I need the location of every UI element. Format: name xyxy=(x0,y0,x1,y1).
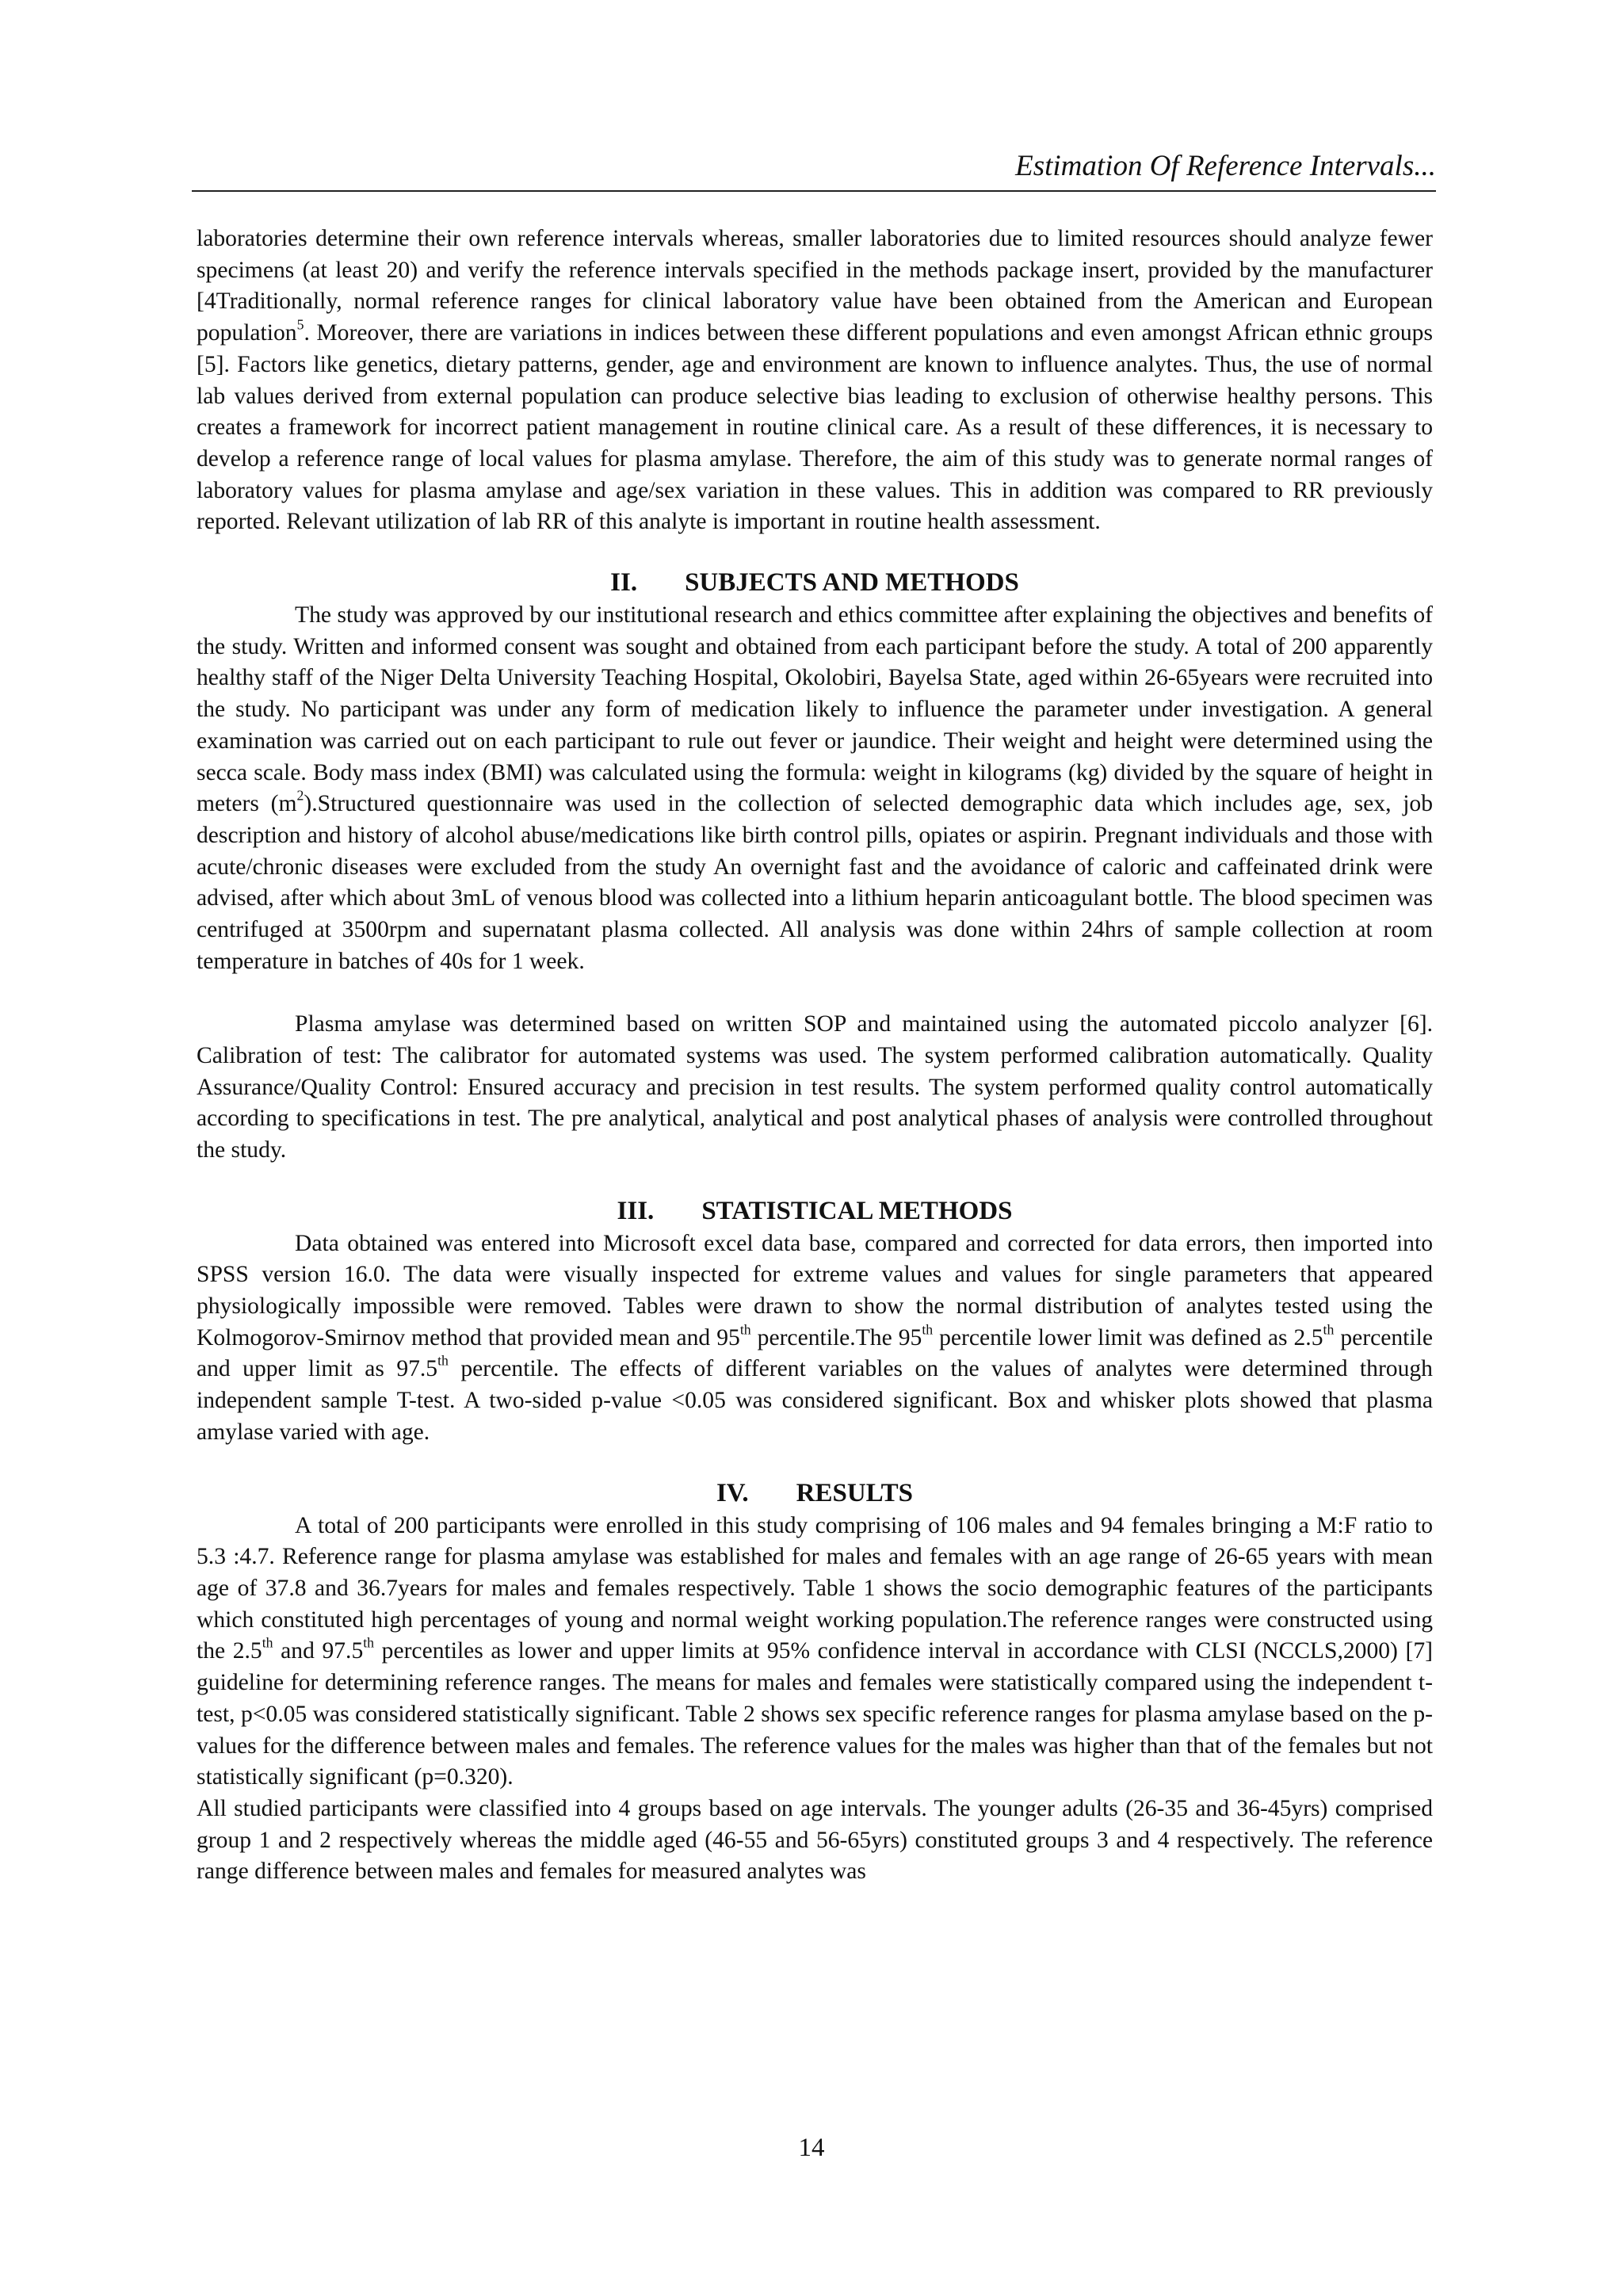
paragraph-text: percentile. The effects of different variables on the values of analytes were determined through independent sample T-test. A two-sided p-value <0.05 was considered significant. Box and whisker plots showed that plasma amylase varied with age. xyxy=(197,1356,1433,1445)
section-number: III. xyxy=(617,1196,655,1225)
paragraph-text: ).Structured questionnaire was used in the collection of selected demographic data which includes age, sex, job description and history of alcohol abuse/medications like birth control pills, opiates or aspirin. Pregnant individuals and those with acute/chronic diseases were excluded from the study An overnight fast and the avoidance of caloric and caffeinated drink were advised, after which about 3mL of venous blood was collected into a lithium heparin anticoagulant bottle. The blood specimen was centrifuged at 3500rpm and supernatant plasma collected. All analysis was done within 24hrs of sample collection at room temperature in batches of 40s for 1 week. xyxy=(197,791,1434,974)
superscript: th xyxy=(262,1635,273,1652)
paragraph-text: Data obtained was entered into Microsoft excel data base, compared and corrected for data errors, then imported into SPSS version 16.0. The data were visually inspected for extreme values and values for single parameters that appeared physiologically impossible were removed. Tables were drawn to show the normal distribution of analytes tested using the Kolmogorov-Smirnov method that provided mean and 95 xyxy=(197,1230,1433,1350)
intro-paragraph xyxy=(197,223,1433,538)
section-title: RESULTS xyxy=(796,1478,914,1507)
paragraph-text: percentile lower limit was defined as 2.5 xyxy=(933,1324,1323,1350)
superscript: th xyxy=(922,1321,934,1338)
section-title: SUBJECTS AND METHODS xyxy=(685,568,1019,598)
superscript: th xyxy=(363,1635,375,1652)
header-rule xyxy=(192,190,1436,192)
superscript: th xyxy=(437,1353,449,1370)
paragraph-text: and 97.5 xyxy=(273,1638,364,1664)
running-header: Estimation Of Reference Intervals... xyxy=(1015,150,1436,182)
intro-text-cont: . Moreover, there are variations in indices between these different populations and even amongst African ethnic groups [5]. Factors like genetics, dietary patterns, gender, age and environment are known to influence analytes. Thus, the use of normal lab values derived from external population can produce selective bias leading to exclusion of otherwise healthy persons. This creates a framework for incorrect patient management in routine clinical care. As a result of these differences, it is necessary to develop a reference range of local values for plasma amylase. Therefore, the aim of this study was to generate normal ranges of laboratory values for plasma amylase and age/sex variation in these values. This in addition was compared to RR previously reported. Relevant utilization of lab RR of this analyte is important in routine health assessment. xyxy=(197,320,1433,535)
paragraph-text: percentile and upper limit as 97.5 xyxy=(197,1324,1433,1382)
section-title: STATISTICAL METHODS xyxy=(701,1196,1013,1225)
superscript: th xyxy=(739,1321,751,1338)
citation-superscript: 5 xyxy=(296,316,304,333)
paragraph-text: percentile.The 95 xyxy=(750,1324,922,1350)
methods-paragraph-1 xyxy=(197,600,1433,977)
section-number: IV. xyxy=(716,1478,749,1507)
results-paragraph-1 xyxy=(197,1511,1433,1794)
superscript: th xyxy=(1323,1321,1335,1338)
paragraph-text: percentiles as lower and upper limits at 95% confidence interval in accordance with CLSI (NCCLS,2000) [7] guideline for determining reference ranges. The means for males and females were statistically compared using the independent t-test, p<0.05 was considered statistically significant. Table 2 shows sex specific reference ranges for plasma amylase based on the p-values for the difference between males and females. The reference values for the males was higher than that of the females but not statistically significant (p=0.320). xyxy=(197,1638,1433,1790)
statistics-paragraph xyxy=(197,1228,1433,1449)
section-number: II. xyxy=(610,568,638,598)
methods-paragraph-2: Plasma amylase was determined based on written SOP and maintained using the automated piccolo analyzer [6]. Calibration of test: The calibrator for automated systems was used. The system performed calibration automatically. Quality Assurance/Quality Control: Ensured accuracy and precision in test results. The system performed quality control automatically according to specifications in test. The pre analytical, analytical and post analytical phases of analysis were controlled throughout the study. xyxy=(197,1011,1433,1163)
paragraph-text: The study was approved by our institutional research and ethics committee after explaining the objectives and benefits of the study. Written and informed consent was sought and obtained from each participant before the study. A total of 200 apparently healthy staff of the Niger Delta University Teaching Hospital, Okolobiri, Bayelsa State, aged within 26-65years were recruited into the study. No participant was under any form of medication likely to influence the parameter under investigation. A general examination was carried out on each participant to rule out fever or jaundice. Their weight and height were determined using the secca scale. Body mass index (BMI) was calculated using the formula: weight in kilograms (kg) divided by the square of height in meters (m xyxy=(197,602,1433,817)
paragraph-text: A total of 200 participants were enrolled in this study comprising of 106 males and 94 females bringing a M:F ratio to 5.3 :4.7. Reference range for plasma amylase was established for males and females with an age range of 26-65 years with mean age of 37.8 and 36.7years for males and females respectively. Table 1 shows the socio demographic features of the participants which constituted high percentages of young and normal weight working population.The reference ranges were constructed using the 2.5 xyxy=(197,1512,1433,1664)
article-body xyxy=(197,223,1433,1888)
intro-text: laboratories determine their own reference intervals whereas, smaller laboratories due to limited resources should analyze fewer specimens (at least 20) and verify the reference intervals specified in the methods package insert, provided by the manufacturer [4Traditionally, normal reference ranges for clinical laboratory value have been obtained from the American and European population xyxy=(197,226,1433,346)
superscript: 2 xyxy=(296,787,304,804)
section-heading-results xyxy=(197,1476,1433,1511)
section-heading-statistical-methods xyxy=(197,1194,1433,1228)
results-paragraph-2: All studied participants were classified into 4 groups based on age intervals. The younger adults (26-35 and 36-45yrs) comprised group 1 and 2 respectively whereas the middle aged (46-55 and 56-65yrs) constituted groups 3 and 4 respectively. The reference range difference between males and females for measured analytes was xyxy=(197,1795,1433,1885)
section-heading-subjects-methods xyxy=(197,565,1433,600)
page-number: 14 xyxy=(798,2134,825,2162)
